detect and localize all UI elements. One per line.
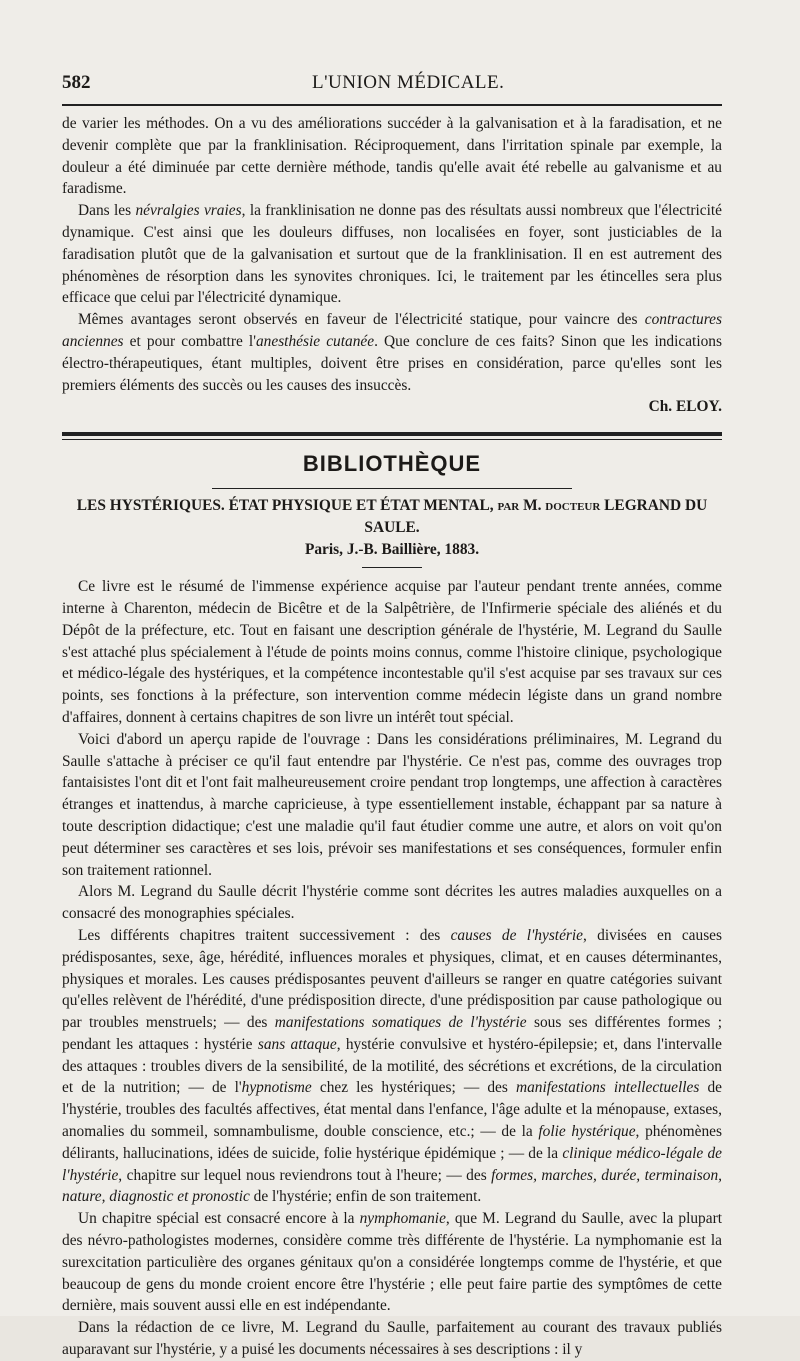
book-reference <box>62 495 722 561</box>
author-signature: Ch. ELOY. <box>648 398 722 416</box>
paragraph: Alors M. Legrand du Saulle décrit l'hystérie comme sont décrites les autres maladies auxquelles on a consacré des monographies spéciales. <box>62 883 722 923</box>
section-title: BIBLIOTHÈQUE <box>302 451 482 477</box>
paragraph: Ce livre est le résumé de l'immense expérience acquise par l'auteur pendant trente années, comme interne à Charenton, médecin de Bicêtre et de la Salpêtrière, de l'Infirmerie spéciale des aliénés et du Dépôt de la préfecture, etc. Tout en faisant une description générale de l'hystérie, M. Legrand du Saulle s'est attaché plus spécialement à l'étude de points moins connus, comme l'histoire clinique, psychologique et médico-légale des hystériques, et la compétence incontestable qu'il s'est acquise par ses travaux sur ces points, ses fonctions à la préfecture, son intervention comme médecin légiste dans un grand nombre d'affaires, donnent à certains chapitres de son livre un intérêt tout spécial. <box>62 578 722 726</box>
paragraph: Voici d'abord un aperçu rapide de l'ouvrage : Dans les considérations préliminaires, M. Legrand du Saulle s'attache à préciser ce qu'il faut entendre par l'hystérie. Ce n'est pas, comme des ouvrages trop fantaisistes l'ont dit et l'ont fait malheureusement croire pendant trop longtemps, une affection à caractères étranges et inattendus, à marche capricieuse, à type essentiellement instable, échappant par sa nature à toute description didactique; c'est une maladie qu'il faut étudier comme une autre, et alors on voit qu'on peut déterminer ses caractères et ses lois, prévoir ses manifestations et ses conséquences, formuler enfin son traitement rationnel. <box>62 730 722 879</box>
running-head <box>62 72 720 98</box>
book-reference-title: LES HYSTÉRIQUES. ÉTAT PHYSIQUE ET ÉTAT MENTAL, par M. docteur LEGRAND DU SAULE. <box>76 497 708 537</box>
section-divider <box>62 432 722 440</box>
reference-rule <box>362 567 422 568</box>
page-number: 582 <box>62 72 91 93</box>
paragraph: Dans la rédaction de ce livre, M. Legrand du Saulle, parfaitement au courant des travaux publiés auparavant sur l'hystérie, y a puisé les documents nécessaires à ses descriptions : il y <box>62 1319 722 1359</box>
journal-title: L'UNION MÉDICALE. <box>312 72 505 93</box>
paragraph: Un chapitre spécial est consacré encore à la nymphomanie, que M. Legrand du Saulle, avec la plupart des névro-pathologistes modernes, considère comme très différente de l'hystérie. La nymphomanie est la surexcitation particulière des organes génitaux qu'on a considérée longtemps comme de l'hystérie, et que beaucoup de gens du monde croient encore être l'hystérie ; elle peut faire partie des symptômes de cette dernière, mais souvent aussi elle en est indépendante. <box>62 1210 722 1315</box>
book-reference-publisher: Paris, J.-B. Baillière, 1883. <box>304 541 480 559</box>
paragraph: Dans les névralgies vraies, la franklinisation ne donne pas des résultats aussi nombreux que l'électricité dynamique. C'est ainsi que les douleurs diffuses, non localisées en foyer, sont justiciables de la faradisation plutôt que de la galvanisation et surtout que de la franklinisation. Il en est autrement des phénomènes de résorption dans les synovites chroniques. Ici, le traitement par les étincelles sera plus efficace que celui par l'électricité dynamique. <box>62 202 722 307</box>
paragraph: de varier les méthodes. On a vu des améliorations succéder à la galvanisation et à la faradisation, et ne devenir complète que par la franklinisation. Réciproquement, dans l'irritation spinale par exemple, la douleur a été diminuée par cette dernière méthode, tandis qu'elle avait été rebelle au galvanisme et au faradisme. <box>62 115 722 198</box>
paragraph: Mêmes avantages seront observés en faveur de l'électricité statique, pour vaincre des contractures anciennes et pour combattre l'anesthésie cutanée. Que conclure de ces faits? Sinon que les indications électro-thérapeutiques, étant multiples, doivent être prises en considération, parce qu'elles sont les premiers éléments des succès ou les causes des insuccès. <box>62 311 722 394</box>
page-body <box>62 113 722 1361</box>
header-rule <box>62 104 722 106</box>
title-rule <box>212 488 572 489</box>
paragraph: Les différents chapitres traitent successivement : des causes de l'hystérie, divisées en causes prédisposantes, sexe, âge, hérédité, influences morales et physiques, climat, et en causes déterminantes, physiques et morales. Les causes prédisposantes peuvent d'ailleurs se ranger en quatre catégories suivant qu'elles relèvent de l'hérédité, d'une prédisposition directe, d'une prédisposition par cause pathologique ou par troubles menstruels; — des manifestations somatiques de l'hystérie sous ses différentes formes ; pendant les attaques : hystérie sans attaque, hystérie convulsive et hystéro-épilepsie; et, dans l'intervalle des attaques : troubles divers de la sensibilité, de la motilité, des sécrétions et excrétions, de la circulation et de la nutrition; — de l'hypnotisme chez les hystériques; — des manifestations intellectuelles de l'hystérie, troubles des facultés affectives, état mental dans l'enfance, l'âge adulte et la ménopause, extases, anomalies du sommeil, somnambulisme, double conscience, etc.; — de la folie hystérique, phénomènes délirants, hallucinations, idées de suicide, folie hystérique épidémique ; — de la clinique médico-légale de l'hystérie, chapitre sur lequel nous reviendrons tout à l'heure; — des formes, marches, durée, terminaison, nature, diagnostic et pronostic de l'hystérie; enfin de son traitement. <box>62 926 723 1206</box>
